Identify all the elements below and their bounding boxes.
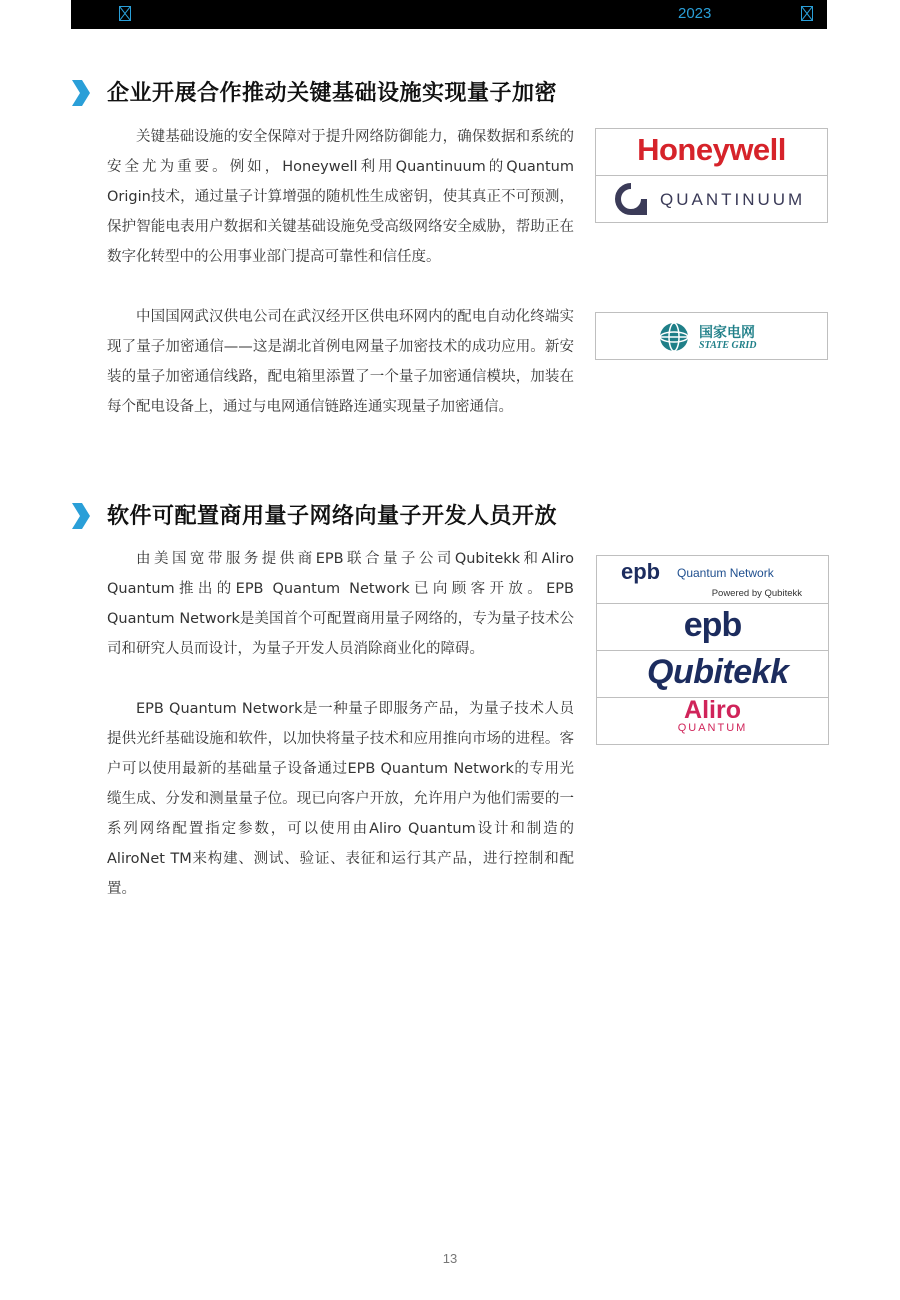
honeywell-quantinuum-logo-box xyxy=(595,128,828,223)
header-bar xyxy=(71,0,827,29)
epb-quantum-network-wordmark: Quantum Network xyxy=(677,566,774,580)
epb-partners-logo-box xyxy=(596,555,829,745)
section1-paragraph-2: 中国国网武汉供电公司在武汉经开区供电环网内的配电自动化终端实现了量子加密通信——这是湖北首例电网量子加密技术的成功应用。新安装的量子加密通信线路，配电箱里添置了一个量子加密通信模块，加装在每个配电设备上，通过与电网通信链路连通实现量子加密通信。 xyxy=(107,309,574,415)
section2-paragraph-2: EPB Quantum Network是一种量子即服务产品，为量子技术人员提供光纤基础设施和软件，以加快将量子技术和应用推向市场的进程。客户可以使用最新的基础量子设备通过EPB Quantum Network的专用光缆生成、分发和测量量子位。现已向客户开放，允许用户为他们需要的一系列网络配置指定参数，可以使用由Aliro Quantum设计和制造的AliroNet TM来构建、测试、验证、表征和运行其产品，进行控制和配置。 xyxy=(107,701,574,897)
aliro-wordmark: Aliro xyxy=(684,698,741,724)
state-grid-chinese-name: 国家电网 xyxy=(699,325,755,341)
state-grid-logo-box xyxy=(595,312,828,360)
epb-logo xyxy=(597,604,828,651)
quantinuum-wordmark: QUANTINUUM xyxy=(660,190,806,209)
aliro-quantum-subtitle: QUANTUM xyxy=(677,722,748,734)
epb-powered-by-text: Powered by Qubitekk xyxy=(711,588,802,599)
qubitekk-wordmark: Qubitekk xyxy=(647,653,789,691)
placeholder-glyph-icon xyxy=(119,6,131,21)
section2-title: 软件可配置商用量子网络向量子开发人员开放 xyxy=(107,504,558,529)
section1-title: 企业开展合作推动关键基础设施实现量子加密 xyxy=(107,81,558,106)
quantinuum-mark-icon xyxy=(614,183,648,215)
header-year: 2023 xyxy=(678,5,712,22)
section2-paragraph-1: 由美国宽带服务提供商EPB联合量子公司Qubitekk和Aliro Quantum推出的EPB Quantum Network已向顾客开放。EPB Quantum Network是美国首个可配置商用量子网络的，专为量子技术公司和研究人员而设计，为量子开发人员消除商业化的障碍。 xyxy=(107,551,574,657)
epb-wordmark: epb xyxy=(683,606,742,644)
placeholder-glyph-icon xyxy=(801,6,813,21)
epb-quantum-network-logo xyxy=(597,556,828,604)
aliro-quantum-logo xyxy=(597,698,828,744)
page-number: 13 xyxy=(442,1251,458,1266)
section1-paragraph-1: 关键基础设施的安全保障对于提升网络防御能力，确保数据和系统的安全尤为重要。例如，Honeywell利用Quantinuum的Quantum Origin技术，通过量子计算增强的随机性生成密钥，使其真正不可预测，保护智能电表用户数据和关键基础设施免受高级网络安全威胁，帮助正在数字化转型中的公用事业部门提高可靠性和信任度。 xyxy=(107,129,574,265)
section-arrow-icon xyxy=(70,502,92,532)
section-arrow-icon xyxy=(70,79,92,109)
quantinuum-logo xyxy=(596,176,827,222)
honeywell-logo xyxy=(596,129,827,176)
epb-mark-small-icon: epb xyxy=(621,559,661,584)
honeywell-wordmark: Honeywell xyxy=(637,132,786,167)
state-grid-globe-icon xyxy=(658,321,690,353)
qubitekk-logo xyxy=(597,651,828,698)
state-grid-english-name: STATE GRID xyxy=(699,340,757,351)
